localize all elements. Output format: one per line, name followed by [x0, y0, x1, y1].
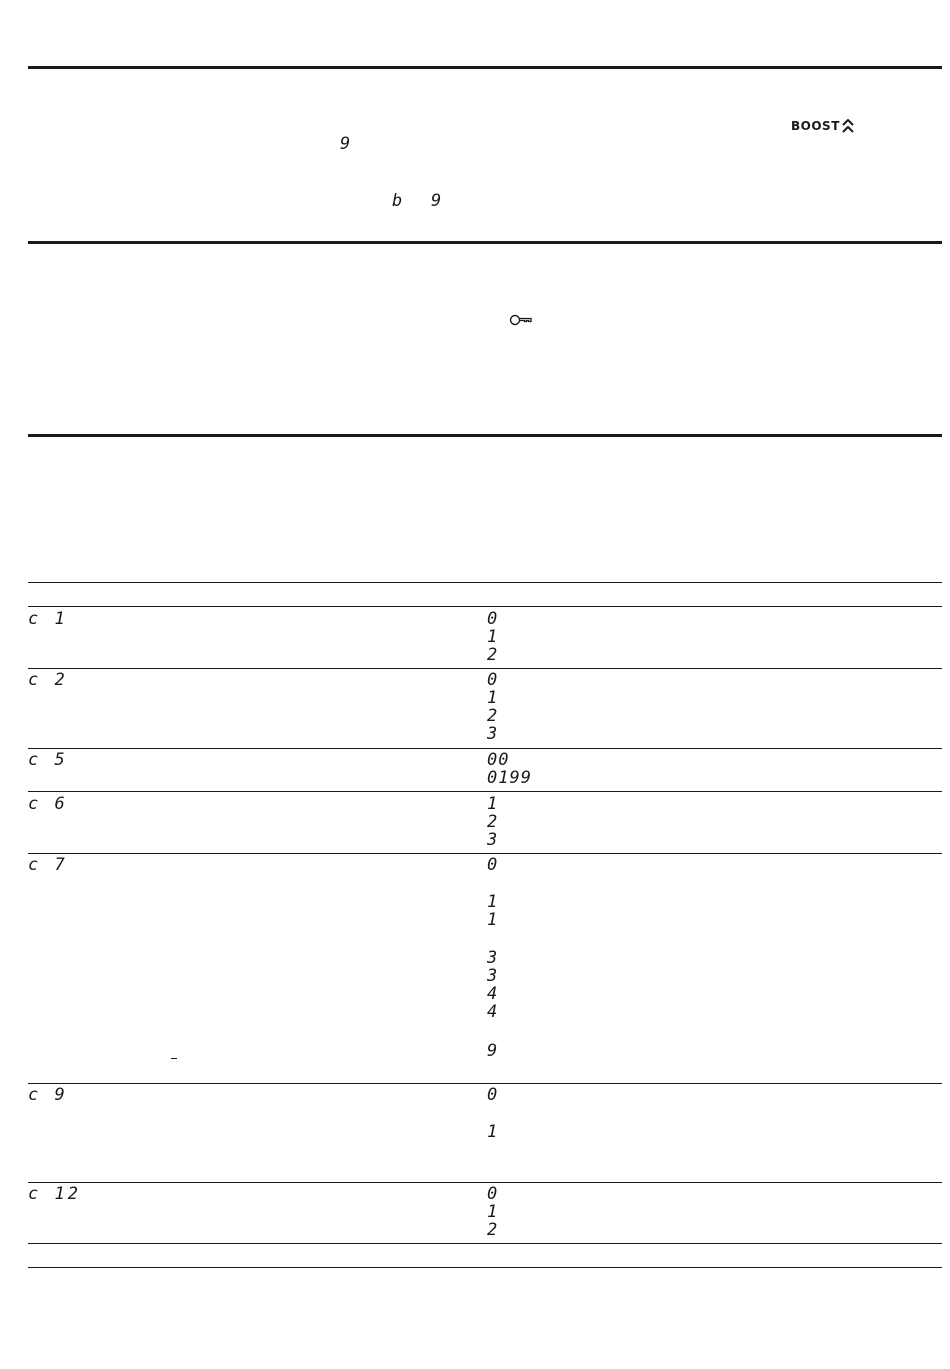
setting-value: 1	[487, 1122, 499, 1142]
setting-value: 1	[487, 688, 499, 708]
setting-code: c 12	[28, 1184, 81, 1204]
setting-value: 2	[487, 812, 499, 832]
setting-code: c 6	[28, 794, 68, 814]
setting-value: 2	[487, 1220, 499, 1240]
dash-marker	[171, 1058, 177, 1059]
table-row-rule	[28, 1083, 942, 1084]
setting-value: 0	[487, 855, 499, 875]
setting-value: 3	[487, 724, 499, 744]
setting-value: 0	[487, 1184, 499, 1204]
double-chevron-up-icon	[842, 119, 854, 133]
setting-value: 3	[487, 966, 499, 986]
table-row-rule	[28, 1243, 942, 1244]
display-digit: 9	[340, 134, 353, 154]
setting-code: c 7	[28, 855, 68, 875]
boost-indicator	[791, 119, 854, 133]
setting-value: 2	[487, 645, 499, 665]
setting-value: 0	[487, 670, 499, 690]
table-row-rule	[28, 668, 942, 669]
table-header-rule	[28, 606, 942, 607]
setting-value: 1	[487, 794, 499, 814]
setting-value: 1	[487, 627, 499, 647]
setting-value: 0	[487, 609, 499, 629]
setting-value: 3	[487, 830, 499, 850]
setting-value: 4	[487, 1002, 499, 1022]
display-digit: 9	[431, 191, 444, 211]
section-divider	[28, 241, 942, 244]
setting-code: c 9	[28, 1085, 68, 1105]
section-divider-top	[28, 66, 942, 69]
table-top-rule	[28, 582, 942, 583]
setting-value: 00	[487, 750, 510, 770]
setting-code: c 2	[28, 670, 68, 690]
setting-code: c 5	[28, 750, 68, 770]
table-row-rule	[28, 791, 942, 792]
setting-value: 1	[487, 892, 499, 912]
table-bottom-rule	[28, 1267, 942, 1268]
setting-value: 1	[487, 1202, 499, 1222]
table-row-rule	[28, 748, 942, 749]
setting-value: 2	[487, 706, 499, 726]
table-row-rule	[28, 853, 942, 854]
setting-value: 0199	[487, 768, 532, 788]
key-icon	[509, 313, 533, 327]
setting-value: 0	[487, 1085, 499, 1105]
section-divider	[28, 434, 942, 437]
boost-label: BOOST	[791, 119, 840, 133]
display-digit: b	[392, 191, 405, 211]
table-row-rule	[28, 1182, 942, 1183]
setting-value: 1	[487, 910, 499, 930]
setting-value: 4	[487, 984, 499, 1004]
setting-value: 3	[487, 948, 499, 968]
setting-code: c 1	[28, 609, 68, 629]
setting-value: 9	[487, 1041, 499, 1061]
